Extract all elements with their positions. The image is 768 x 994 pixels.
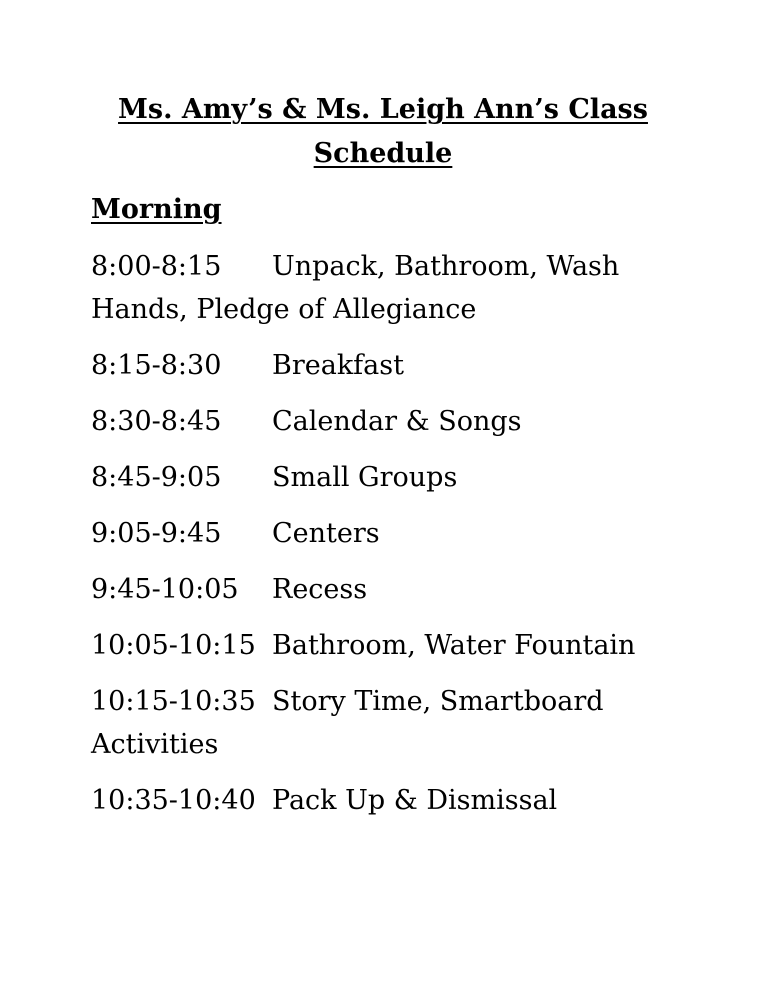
entry-time: 9:05-9:45	[91, 518, 222, 549]
entry-time: 10:05-10:15	[91, 630, 256, 661]
schedule-entry	[91, 779, 691, 822]
entry-activity: Unpack, Bathroom, Wash Hands, Pledge of Allegiance	[91, 251, 620, 325]
schedule-entry	[91, 245, 691, 331]
schedule-entry	[91, 456, 691, 499]
entry-activity: Breakfast	[272, 350, 404, 381]
entry-activity: Recess	[272, 574, 368, 605]
schedule-entry	[91, 400, 691, 443]
entry-time: 8:30-8:45	[91, 406, 222, 437]
document-title: Ms. Amy’s & Ms. Leigh Ann’s Class Schedule	[118, 94, 648, 169]
section-heading-morning: Morning	[91, 194, 222, 225]
entry-time: 8:00-8:15	[91, 251, 222, 282]
document-page	[91, 88, 691, 822]
entry-time: 8:15-8:30	[91, 350, 222, 381]
entry-activity: Pack Up & Dismissal	[272, 785, 558, 816]
entry-activity: Story Time, Smartboard Activities	[91, 686, 604, 760]
schedule-entry	[91, 680, 691, 766]
entry-time: 9:45-10:05	[91, 574, 239, 605]
entry-activity: Small Groups	[272, 462, 458, 493]
entry-activity: Bathroom, Water Fountain	[272, 630, 636, 661]
schedule-entry	[91, 624, 691, 667]
schedule-entry	[91, 512, 691, 555]
schedule-entry	[91, 344, 691, 387]
entry-activity: Centers	[272, 518, 380, 549]
entry-activity: Calendar & Songs	[272, 406, 522, 437]
schedule-entry	[91, 568, 691, 611]
entry-time: 10:15-10:35	[91, 686, 256, 717]
entry-time: 8:45-9:05	[91, 462, 222, 493]
entry-time: 10:35-10:40	[91, 785, 256, 816]
